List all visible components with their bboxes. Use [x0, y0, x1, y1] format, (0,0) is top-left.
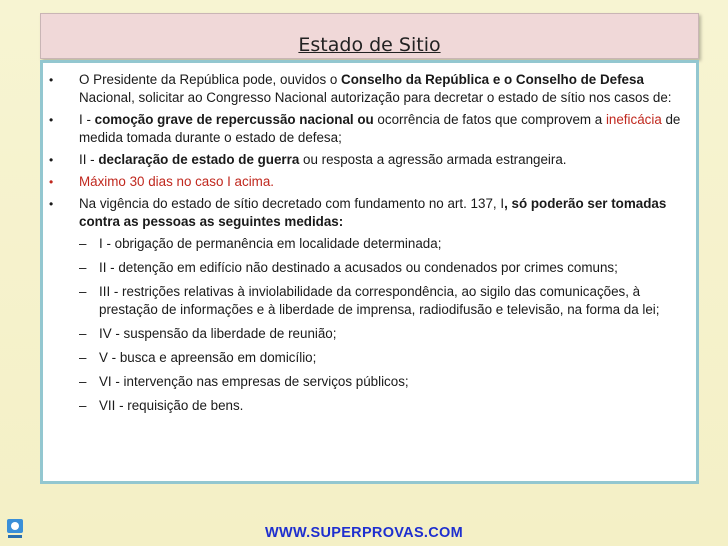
footer-link[interactable]: WWW.SUPERPROVAS.COM: [265, 525, 463, 541]
dash-icon: –: [79, 284, 87, 299]
bullet-icon: •: [49, 113, 54, 127]
page-title: Estado de Sitio: [298, 34, 441, 56]
dash-icon: –: [79, 374, 87, 389]
list-item: [43, 111, 693, 147]
text-run: ocorrência de fatos que comprovem a: [373, 112, 606, 127]
sub-item-text: III - restrições relativas à inviolabilidade da correspondência, ao sigilo das comunicações, à prestação de informações e à liberdade de imprensa, radiodifusão e televisão, na forma da lei;: [99, 284, 660, 317]
list-item: [43, 71, 693, 107]
bullet-icon: •: [49, 153, 54, 167]
sub-list-item: [71, 283, 693, 319]
list-item: [43, 173, 693, 191]
content-box: [40, 60, 699, 484]
sub-item-text: I - obrigação de permanência em localidade determinada;: [99, 236, 442, 251]
bullet-icon: •: [49, 175, 54, 189]
text-run: , só poderão ser tomadas contra as pessoas as seguintes medidas:: [79, 196, 667, 229]
sub-list-item: [71, 259, 693, 277]
text-run: Nacional, solicitar ao Congresso Nacional autorização para decretar o estado de sítio nos casos de:: [79, 90, 672, 105]
text-run: Na vigência do estado de sítio decretado com fundamento no art. 137, I: [79, 196, 505, 211]
text-run: ou resposta a agressão armada estrangeira.: [299, 152, 567, 167]
text-run: I -: [79, 112, 95, 127]
bullet-icon: •: [49, 73, 54, 87]
dash-icon: –: [79, 236, 87, 251]
sub-list-item: [71, 373, 693, 391]
sub-item-text: V - busca e apreensão em domicílio;: [99, 350, 317, 365]
sub-item-text: II - detenção em edifício não destinado a acusados ou condenados por crimes comuns;: [99, 260, 618, 275]
sub-item-text: VII - requisição de bens.: [99, 398, 244, 413]
sub-list-item: [71, 349, 693, 367]
bullet-icon: •: [49, 197, 54, 211]
text-run: II -: [79, 152, 99, 167]
bullet-list: [43, 71, 693, 421]
dash-icon: –: [79, 260, 87, 275]
dash-icon: –: [79, 326, 87, 341]
list-item: [43, 151, 693, 169]
text-run: Máximo 30 dias no caso I acima.: [79, 174, 274, 189]
text-run: comoção grave de repercussão nacional ou: [94, 112, 374, 127]
text-run: O Presidente da República pode, ouvidos o: [79, 72, 342, 87]
text-run: de medida tomada durante o estado de defesa;: [79, 112, 681, 145]
sub-item-text: VI - intervenção nas empresas de serviços públicos;: [99, 374, 409, 389]
sub-item-text: IV - suspensão da liberdade de reunião;: [99, 326, 337, 341]
dash-icon: –: [79, 350, 87, 365]
title-box: [40, 13, 699, 59]
text-run: Conselho da República e o Conselho de Defesa: [341, 72, 644, 87]
sub-list-item: [71, 235, 693, 253]
list-item: [43, 195, 693, 415]
sub-list-item: [71, 397, 693, 415]
text-run: ineficácia: [605, 112, 662, 127]
text-run: declaração de estado de guerra: [98, 152, 300, 167]
sub-list-item: [71, 325, 693, 343]
sub-list: [79, 235, 693, 415]
dash-icon: –: [79, 398, 87, 413]
